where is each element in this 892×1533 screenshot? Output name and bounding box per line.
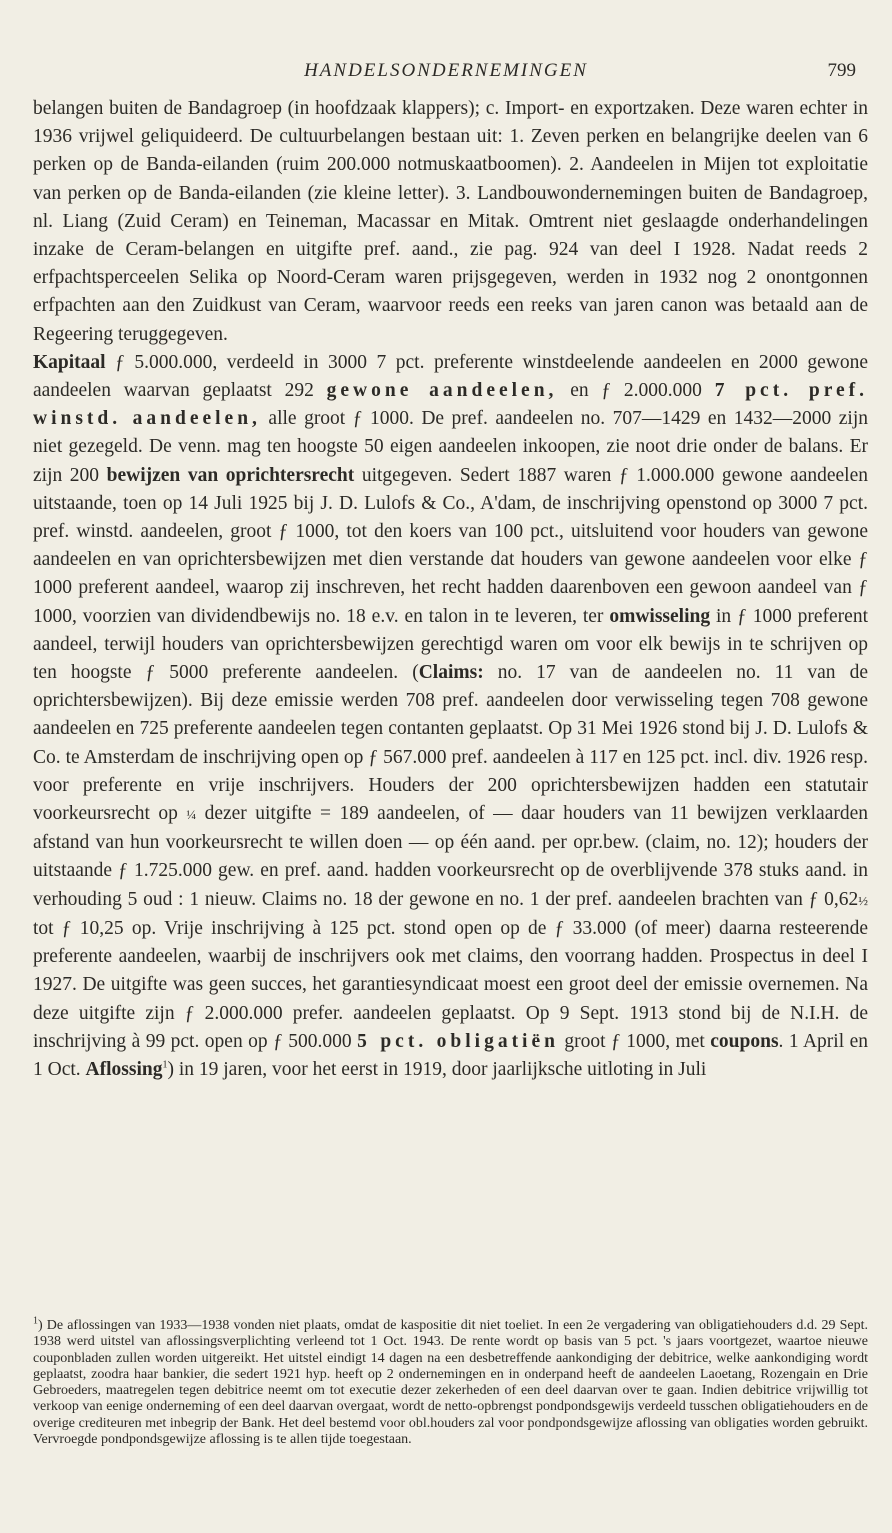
page-header (33, 60, 859, 90)
text-segment: uitgegeven. Sedert 1887 waren ƒ 1.000.000 gewone aandeelen uitstaande, toen op 14 Juli 1925 bij J. D. Lulofs & Co., A'dam, de inschrijving openstond op 3000 7 pct. pref. winstd. aandeelen, groot ƒ 1000, tot den koers van 100 pct., uitsluitend voor houders van gewone aandeelen en van oprichtersbewijzen met dien verstande dat houders van gewone aandeelen voor elke ƒ 1000 preferent aandeel, waarop zij inschreven, het recht hadden daarenboven een gewoon aandeel van ƒ 1000, voorzien van dividendbewijs no. 18 e.v. en talon in te leveren, ter (33, 464, 868, 627)
page-number: 799 (827, 60, 856, 81)
bold-term: bewijzen van oprichtersrecht (106, 464, 355, 486)
spaced-emphasis: 5 pct. obligatiën (357, 1030, 559, 1052)
footnote-reference: 1 (162, 1059, 168, 1071)
kapitaal-label: Kapitaal (33, 351, 106, 373)
fraction: ½ (858, 892, 868, 908)
text-segment: alle groot ƒ 1000. De pref. aandeelen no. 707—1429 en 1432—2000 zijn niet gezegeld. De venn. mag ten hoogste 50 eigen aandeelen inkoopen, zie noot drie onder de balans. Er zijn 200 (33, 408, 868, 486)
text-segment: dezer uitgifte = 189 aandeelen, of — daar houders van 11 bewijzen verklaarden afstand van hun voorkeursrecht te willen doen — op één aand. per opr.bew. (claim, no. 12); houders der uitstaande ƒ 1.725.000 gew. en pref. aand. hadden voorkeursrecht op de overblijvende 378 stuks aand. in verhouding 5 oud : 1 nieuw. Claims no. 18 der gewone en no. 1 der pref. aandeelen brachten van ƒ 0,62 (33, 803, 869, 910)
footnote (33, 1315, 868, 1448)
text-segment: tot ƒ 10,25 op. Vrije inschrijving à 125 pct. stond open op de ƒ 33.000 (of meer) daarna resteerende preferente aandeelen, waarbij de inschrijvers ook met claims, den voorrang hadden. Prospectus in deel I 1927. De uitgifte was geen succes, het garantiesyndicaat moest een groot deel der emissie overnemen. Na deze uitgifte zijn ƒ 2.000.000 prefer. aandeelen geplaatst. Op 9 Sept. 1913 stond bij de N.I.H. de inschrijving à 99 pct. open op ƒ 500.000 (33, 917, 868, 1052)
paragraph-kapitaal (33, 349, 868, 1084)
spaced-emphasis: 7 pct. pref. winstd. aandeelen, (33, 380, 869, 430)
running-title: HANDELSONDERNEMINGEN (304, 60, 588, 81)
text-segment: no. 17 van de aandeelen no. 11 van de oprichtersbewijzen). Bij deze emissie werden 708 pref. aandeelen door verwisseling tegen 708 gewone aandeelen en 725 preferente aandeelen tegen contanten geplaatst. Op 31 Mei 1926 stond bij J. D. Lulofs & Co. te Amsterdam de inschrijving open op ƒ 567.000 pref. aandeelen à 117 en 125 pct. incl. div. 1926 resp. voor preferente en vrije inschrijvers. Houders der 200 oprichtersbewijzen hadden een statutair voorkeursrecht op (33, 662, 868, 825)
bold-term: Aflossing (85, 1058, 163, 1080)
text-segment: groot ƒ 1000, met (558, 1030, 711, 1052)
paragraph-cultuurbelangen: belangen buiten de Bandagroep (in hoofdzaak klappers); c. Import- en exportzaken. Deze waren echter in 1936 vrijwel geliquideerd. De cultuurbelangen bestaan uit: 1. Zeven perken en belangrijke deelen van 6 perken op de Banda-eilanden (ruim 200.000 notmuskaatboomen). 2. Aandeelen in Mijen tot exploitatie van perken op de Banda-eilanden (zie kleine letter). 3. Landbouwondernemingen buiten de Bandagroep, nl. Liang (Zuid Ceram) en Teineman, Macassar en Mitak. Omtrent niet geslaagde onderhandelingen inzake de Ceram-belangen en uitgifte pref. aand., zie pag. 924 van deel I 1928. Nadat reeds 2 erfpachtsperceelen Selika op Noord-Ceram waren prijsgegeven, werden in 1932 nog 2 onontgonnen erfpachten aan den Zuidkust van Ceram, waarvoor reeds een reeks van jaren canon was betaald aan de Regeering teruggegeven. (33, 98, 868, 345)
text-segment: ) in 19 jaren, voor het eerst in 1919, door jaarlijksche uitloting in Juli (167, 1058, 707, 1080)
text-segment: en ƒ 2.000.000 (557, 380, 715, 402)
text-segment: in ƒ 1000 preferent aandeel, terwijl houders van oprichtersbewijzen gerechtigd waren om voor elk bewijs in te schrijven op ten hoogste ƒ 5000 preferente aandeelen. ( (33, 605, 868, 684)
spaced-emphasis: gewone aandeelen, (326, 380, 558, 402)
fraction: ¼ (186, 807, 197, 823)
bold-term: Claims: (418, 662, 484, 684)
text-segment: ƒ 5.000.000, verdeeld in 3000 7 pct. preferente winstdeelende aandeelen en 2000 gewone aandeelen waarvan geplaatst 292 (33, 351, 868, 402)
bold-term: omwisseling (609, 605, 711, 627)
bold-term: coupons (710, 1030, 779, 1052)
body-text (33, 95, 868, 1084)
footnote-text: ) De aflossingen van 1933—1938 vonden niet plaats, omdat de kaspositie dit niet toeliet. In een 2e vergadering van obligatiehouders d.d. 29 Sept. 1938 werd uitstel van aflossingsverplichting verleend tot 1 Oct. 1943. De rente wordt op basis van 5 pct. 's jaars voortgezet, waartoe nieuwe couponbladen zullen worden uitgereikt. Het uitstel eindigt 14 dagen na een desbetreffende aankondiging der debitrice, welke aankondiging wordt geplaatst, zoodra haar bankier, die sedert 1921 hyp. heeft op 2 ondernemingen en in onderpand heeft de aandeelen Laoetang, Rozengain en Drie Gebroeders, maatregelen tegen debitrice neemt om tot executie dezer zekerheden of een deel daarvan over te gaan. Indien debitrice vrijwillig tot verkoop van eenige onderneming of een deel daarvan overgaat, wordt de netto-opbrengst pondpondsgewijs verdeeld tusschen obligatiehouders en de overige crediteuren met inbegrip der Bank. Het deel bestemd voor obl.houders zal voor pondpondsgewijze aflossing van obligaties worden gebruikt. Vervroegde pondpondsgewijze aflossing is te allen tijde toegestaan. (33, 1318, 868, 1448)
text-segment: . 1 April en 1 Oct. (33, 1030, 868, 1080)
footnote-marker: 1 (33, 1315, 38, 1327)
